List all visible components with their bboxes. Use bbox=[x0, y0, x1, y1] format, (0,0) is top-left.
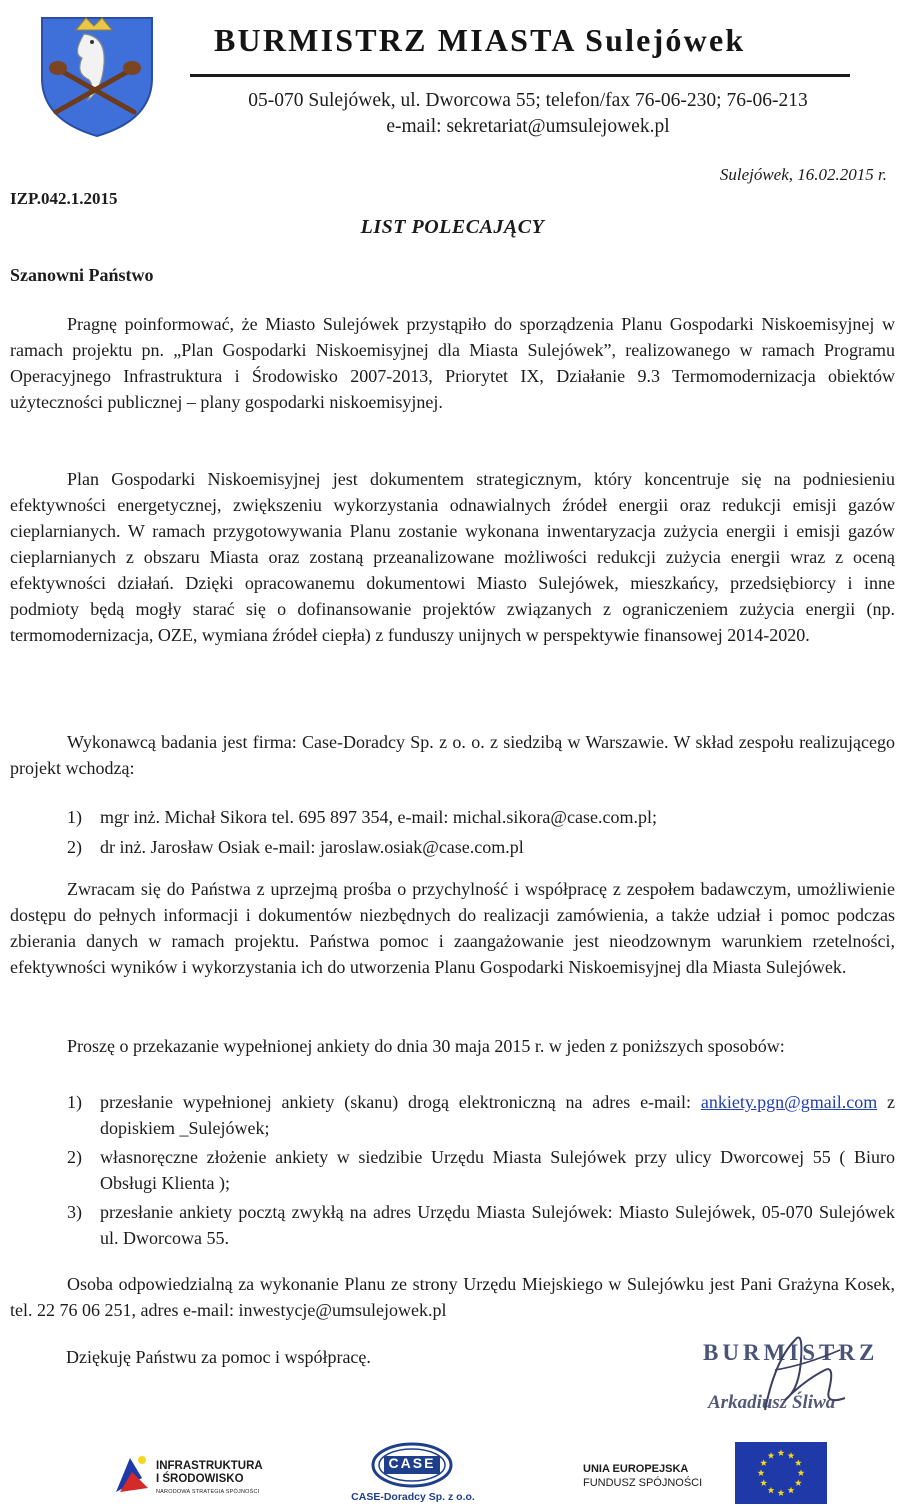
address-line: 05-070 Sulejówek, ul. Dworcowa 55; telefon/fax 76-06-230; 76-06-213 bbox=[248, 90, 808, 111]
coat-of-arms-crest bbox=[36, 8, 158, 138]
salutation: Szanowni Państwo bbox=[10, 265, 154, 285]
case-logo bbox=[348, 1442, 478, 1508]
document-title: LIST POLECAJĄCY bbox=[360, 216, 545, 238]
email-link[interactable]: ankiety.pgn@gmail.com bbox=[700, 1092, 878, 1112]
infrastruktura-line1: INFRASTRUKTURA bbox=[156, 1460, 263, 1472]
list-item-text: z dopiskiem _Sulejówek; bbox=[100, 1092, 896, 1138]
list-item bbox=[10, 1089, 895, 1141]
list-item bbox=[10, 1199, 895, 1251]
list-item-text: przesłanie wypełnionej ankiety (skanu) drogą elektroniczną na adres e-mail: bbox=[100, 1092, 692, 1112]
handwritten-signature bbox=[745, 1320, 865, 1420]
team-list bbox=[10, 804, 895, 864]
header-divider bbox=[190, 74, 850, 77]
letter-date: Sulejówek, 16.02.2015 r. bbox=[719, 165, 887, 184]
paragraph-responsible-person: Osoba odpowiedzialną za wykonanie Planu ze strony Urzędu Miejskiego w Sulejówku jest Pani Grażyna Kosek, tel. 22 76 06 251, adres e-mail: inwestycje@umsulejowek.pl bbox=[10, 1274, 895, 1320]
eu-line1: UNIA EUROPEJSKA bbox=[583, 1463, 689, 1475]
signature-name: Arkadiusz Śliwa bbox=[708, 1392, 836, 1413]
list-number: 3) bbox=[67, 1202, 82, 1222]
list-number: 2) bbox=[67, 837, 82, 857]
infrastruktura-line2: I ŚRODOWISKO bbox=[156, 1473, 244, 1485]
signature-title: BURMISTRZ bbox=[703, 1340, 879, 1365]
list-item-text: mgr inż. Michał Sikora tel. 695 897 354, e-mail: michal.sikora@case.com.pl; bbox=[100, 807, 657, 827]
list-number: 1) bbox=[67, 807, 82, 827]
list-item bbox=[10, 834, 895, 860]
letterhead-title: BURMISTRZ MIASTA Sulejówek bbox=[214, 22, 746, 58]
paragraph-survey-request: Proszę o przekazanie wypełnionej ankiety do dnia 30 maja 2015 r. w jeden z poniższych sposobów: bbox=[67, 1036, 785, 1056]
case-logo-text: CASE bbox=[388, 1455, 436, 1471]
eu-line2: FUNDUSZ SPÓJNOŚCI bbox=[583, 1477, 703, 1489]
eu-label bbox=[583, 1462, 702, 1490]
paragraph-plan-description: Plan Gospodarki Niskoemisyjnej jest dokumentem strategicznym, który koncentruje się na podniesieniu efektywności energetycznej, zwiększeniu wykorzystania odnawialnych źródeł energii oraz redukcji emisji gazów cieplarnianych. W ramach przygotowywania Planu zostanie wykonana inwentaryzacja zużycia energii i emisji gazów cieplarnianych z obszaru Miasta oraz zostaną przeanalizowane możliwości redukcji zużycia energii wraz z oceną efektywności działań. Dzięki opracowanemu dokumentowi Miasto Sulejówek, mieszkańcy, przedsiębiorcy i inne podmioty będą mogły starać się o dofinansowanie projektów związanych z ograniczeniem zużycia energii (np. termomodernizacja, OZE, wymiana źródeł ciepła) z funduszy unijnych w perspektywie finansowej 2014-2020. bbox=[10, 469, 895, 645]
case-caption: CASE-Doradcy Sp. z o.o. bbox=[351, 1491, 475, 1503]
reference-number: IZP.042.1.2015 bbox=[10, 189, 118, 208]
closing-thanks: Dziękuję Państwu za pomoc i współpracę. bbox=[66, 1347, 371, 1367]
infrastruktura-line3: NARODOWA STRATEGIA SPÓJNOŚCI bbox=[156, 1489, 260, 1495]
paragraph-contractor: Wykonawcą badania jest firma: Case-Doradcy Sp. z o. o. z siedzibą w Warszawie. W skład zespołu realizującego projekt wchodzą: bbox=[10, 732, 895, 778]
list-number: 1) bbox=[67, 1092, 82, 1112]
submission-methods-list bbox=[10, 1089, 895, 1254]
infrastruktura-logo bbox=[112, 1448, 282, 1503]
eu-flag-icon bbox=[735, 1442, 827, 1504]
list-number: 2) bbox=[67, 1147, 82, 1167]
paragraph-request-cooperation: Zwracam się do Państwa z uprzejmą prośba o przychylność i współpracę z zespołem badawczym, umożliwienie dostępu do pełnych informacji i dokumentów niezbędnych do realizacji zamówienia, a także udział i pomoc podczas zbierania danych w ramach projektu. Państwa pomoc i zaangażowanie jest nieodzownym warunkiem rzetelności, efektywności wyników i wykorzystania ich do utworzenia Planu Gospodarki Niskoemisyjnej dla Miasta Sulejówek. bbox=[10, 879, 895, 977]
paragraph-intro: Pragnę poinformować, że Miasto Sulejówek przystąpiło do sporządzenia Planu Gospodarki Niskoemisyjnej w ramach projektu pn. „Plan Gospodarki Niskoemisyjnej dla Miasta Sulejówek”, realizowanego w ramach Programu Operacyjnego Infrastruktura i Środowisko 2007-2013, Priorytet IX, Działanie 9.3 Termomodernizacja obiektów użyteczności publicznej – plany gospodarki niskoemisyjnej. bbox=[10, 314, 895, 412]
list-item-text: dr inż. Jarosław Osiak e-mail: jaroslaw.osiak@case.com.pl bbox=[100, 837, 524, 857]
email-line: e-mail: sekretariat@umsulejowek.pl bbox=[386, 116, 670, 137]
list-item-text: przesłanie ankiety pocztą zwykłą na adres Urzędu Miasta Sulejówek: Miasto Sulejówek, 05-070 Sulejówek ul. Dworcowa 55. bbox=[100, 1202, 895, 1248]
flag-star-icon bbox=[112, 1448, 152, 1496]
list-item bbox=[10, 1144, 895, 1196]
list-item-text: własnoręczne złożenie ankiety w siedzibie Urzędu Miasta Sulejówek przy ulicy Dworcowej 55 ( Biuro Obsługi Klienta ); bbox=[100, 1147, 895, 1193]
list-item bbox=[10, 804, 895, 830]
